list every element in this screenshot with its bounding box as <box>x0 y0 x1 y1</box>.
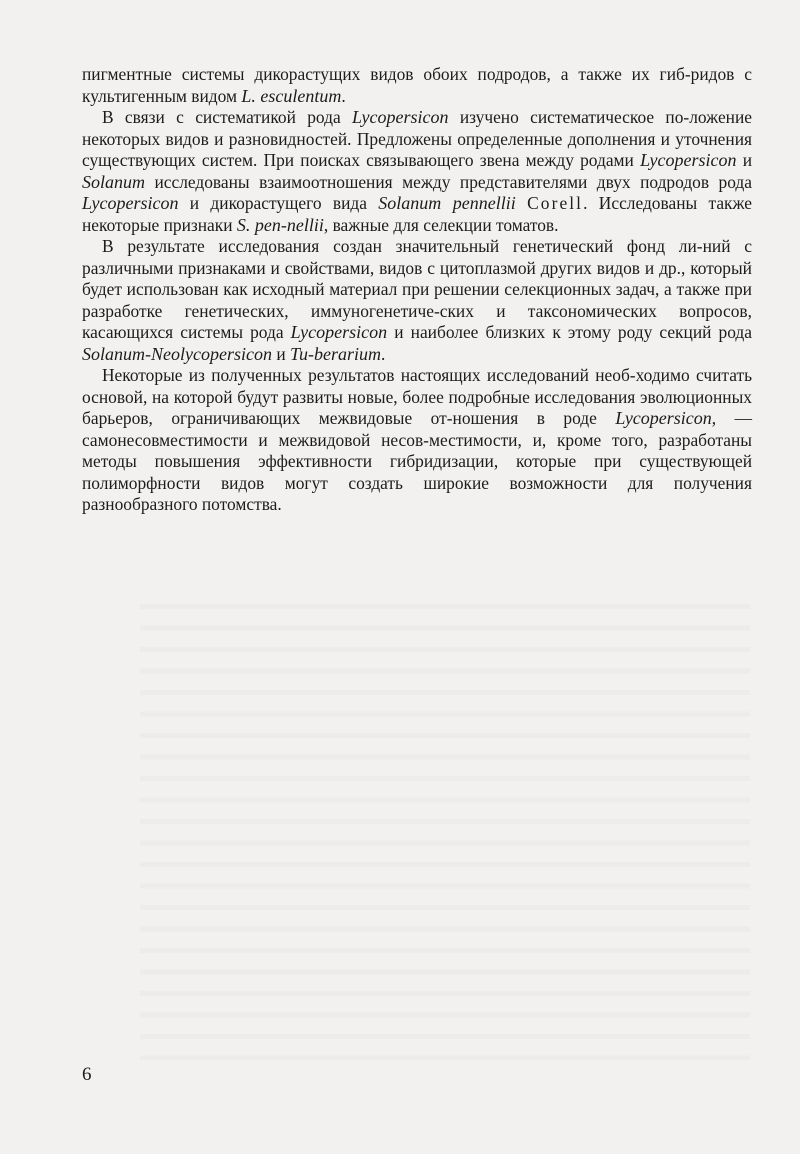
italic-term: Tu-berarium <box>289 343 381 364</box>
text-run: , важные для селекции томатов. <box>323 214 559 235</box>
italic-term: Lycopersicon <box>290 322 388 342</box>
italic-term: Lycopersicon <box>640 150 737 170</box>
paragraph <box>82 64 752 107</box>
text-run: В связи с систематикой рода <box>102 107 353 127</box>
text-run: исследованы взаимоотношения между представителями двух подродов рода <box>145 171 752 192</box>
italic-term: Solanum <box>82 171 145 192</box>
paragraph <box>82 365 752 516</box>
text-run: Некоторые из полученных результатов настоящих исследований необ-ходимо считать основой, на которой будут развиты новые, более подробные исследования эволюционных барьеров, ограничивающих межвидовые от-ношения в роде <box>82 365 752 428</box>
text-run <box>516 193 527 213</box>
text-run: и <box>271 343 290 364</box>
italic-term: Lycopersicon <box>615 408 712 428</box>
paragraph <box>82 107 752 236</box>
italic-term: Solanum-Neolycopersicon <box>82 343 272 364</box>
italic-term: S. pen-nellii <box>236 214 324 235</box>
text-run: . <box>381 343 386 364</box>
italic-term: Solanum pennellii <box>378 193 516 213</box>
text-run: и <box>736 150 753 170</box>
page-number: 6 <box>82 1064 92 1085</box>
text-run: и наиболее близких к этому роду секций рода <box>387 322 752 342</box>
text-run: . Исследованы также некоторые признаки <box>82 193 753 235</box>
text-run: В результате исследования создан значительный генетический фонд ли-ний с различными признаками и свойствами, видов с цитоплазмой других видов и др., который будет использован как исходный материал при решении селекционных задач, а также при разработке генетических, иммуногенетиче-ских и таксономических вопросов, касающихся системы рода <box>82 236 752 342</box>
show-through-texture <box>140 590 750 1060</box>
text-run: . <box>341 85 346 106</box>
author-name: Corell <box>527 193 584 213</box>
italic-term: Lycopersicon <box>82 193 179 213</box>
body-text <box>82 64 752 516</box>
text-run: и дикорастущего вида <box>178 193 379 213</box>
text-run: , — самонесовместимости и межвидовой несов-местимости, и, кроме того, разработаны методы повышения эффективности гибридизации, которые при существующей полиморфности видов могут создать широкие возможности для получения разнообразного потомства. <box>82 408 753 514</box>
italic-term: L. esculentum <box>241 85 342 106</box>
text-run: изучено систематическое по-ложение некоторых видов и разновидностей. Предложены определенные дополнения и уточнения существующих систем. При поисках связывающего звена между родами <box>82 107 752 170</box>
italic-term: Lycopersicon <box>352 107 449 127</box>
text-run: пигментные системы дикорастущих видов обоих подродов, а также их гиб-ридов с культигенным видом <box>82 64 752 106</box>
paragraph <box>82 236 752 365</box>
